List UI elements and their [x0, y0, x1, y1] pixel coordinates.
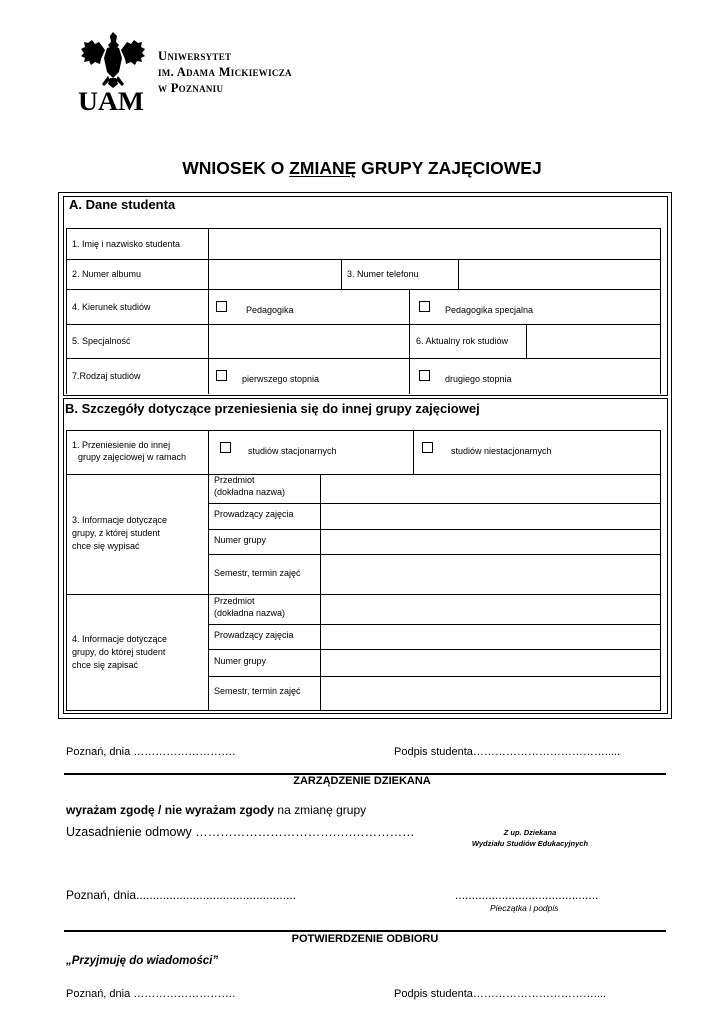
current-year-label: 6. Aktualny rok studiów	[416, 336, 509, 346]
b-line	[413, 430, 414, 474]
to-group-number-field[interactable]	[322, 651, 659, 675]
part-time-option-label: studiów niestacjonarnych	[451, 446, 552, 456]
eagle-emblem	[78, 28, 148, 112]
full-time-option-label: studiów stacjonarnych	[248, 446, 337, 456]
consent-line	[66, 803, 366, 817]
specialty-field[interactable]	[210, 326, 408, 357]
section-b-heading: B. Szczegóły dotyczące przeniesienia się do innej grupy zajęciowej	[65, 401, 480, 416]
b-line	[66, 594, 661, 595]
a-line	[409, 289, 410, 324]
b-line	[208, 676, 661, 677]
transfer-label-line2: grupy zajęciowej w ramach	[78, 452, 187, 462]
section-a-frame	[63, 196, 668, 396]
pedagogika-checkbox[interactable]	[216, 301, 227, 312]
b-line	[208, 649, 661, 650]
a-line	[660, 228, 661, 394]
b-line	[208, 529, 661, 530]
part-time-checkbox[interactable]	[422, 442, 433, 453]
b-line	[208, 554, 661, 555]
to-subject-field[interactable]	[322, 596, 659, 623]
logo-wordmark	[158, 48, 292, 96]
place-date-line-1: Poznań, dnia ……………………….	[66, 746, 236, 758]
consent-options: wyrażam zgodę / nie wyrażam zgody	[66, 803, 275, 817]
b-line	[208, 430, 209, 710]
first-degree-option-label: pierwszego stopnia	[242, 374, 320, 384]
group-from-label-line3: chce się wypisać	[72, 541, 140, 551]
pedagogika-option-label: Pedagogika	[246, 305, 294, 315]
phone-number-label: 3. Numer telefonu	[347, 269, 419, 279]
album-number-label: 2. Numer albumu	[72, 269, 142, 279]
field-of-study-label: 4. Kierunek studiów	[72, 302, 151, 312]
b-line	[66, 430, 661, 431]
b-line	[208, 503, 661, 504]
logo-monogram: UAM	[78, 87, 144, 112]
a-line	[66, 289, 661, 290]
from-subject-label-line1: Przedmiot	[214, 475, 255, 485]
from-group-number-field[interactable]	[322, 531, 659, 553]
student-name-label: 1. Imię i nazwisko studenta	[72, 239, 181, 249]
b-line	[66, 710, 661, 711]
pedagogika-specjalna-option-label: Pedagogika specjalna	[445, 305, 534, 315]
from-semester-label: Semestr, termin zajęć	[214, 568, 301, 578]
university-logo	[78, 28, 328, 118]
dean-sign-line2: Wydziału Studiów Edukacyjnych	[471, 839, 589, 848]
title-underlined-word: ZMIANĘ	[289, 158, 357, 178]
form-title	[0, 158, 724, 179]
receipt-heading: POTWIERDZENIE ODBIORU	[291, 933, 439, 945]
group-from-label-line1: 3. Informacje dotyczące	[72, 515, 168, 525]
section-a-heading: A. Dane studenta	[69, 197, 176, 212]
to-group-number-label: Numer grupy	[214, 656, 267, 666]
group-to-label-line2: grupy, do której student	[72, 647, 166, 657]
student-name-field[interactable]	[210, 230, 659, 258]
title-part3: GRUPY ZAJĘCIOWEJ	[356, 158, 542, 178]
stamp-signature-line: ...........................................	[455, 888, 599, 902]
to-teacher-field[interactable]	[322, 626, 659, 648]
to-subject-label-line1: Przedmiot	[214, 596, 255, 606]
a-line	[409, 324, 410, 358]
logo-line-3: w Poznaniu	[158, 81, 224, 95]
b-line	[660, 430, 661, 710]
b-line	[66, 474, 661, 475]
study-type-label: 7.Rodzaj studiów	[72, 371, 141, 381]
transfer-label-line1: 1. Przeniesienie do innej	[72, 440, 171, 450]
to-teacher-label: Prowadzący zajęcia	[214, 630, 294, 640]
student-signature-line-3: Podpis studenta……………………………....	[394, 988, 607, 1000]
from-teacher-field[interactable]	[322, 505, 659, 528]
a-line	[341, 259, 342, 289]
second-degree-option-label: drugiego stopnia	[445, 374, 512, 384]
a-line	[409, 358, 410, 394]
receipt-section-rule	[64, 930, 666, 932]
first-degree-checkbox[interactable]	[216, 370, 227, 381]
current-year-field[interactable]	[528, 326, 659, 357]
second-degree-checkbox[interactable]	[419, 370, 430, 381]
dean-sign-line1: Z up. Dziekana	[503, 828, 557, 837]
stamp-caption: Pieczątka i podpis	[490, 903, 559, 913]
student-signature-line-1: Podpis studenta……………………………….....	[394, 746, 621, 758]
logo-line-1: Uniwersytet	[158, 49, 232, 63]
a-line	[526, 324, 527, 358]
album-number-field[interactable]	[210, 261, 340, 288]
b-line	[320, 474, 321, 710]
phone-number-field[interactable]	[460, 261, 659, 288]
to-subject-label-line2: (dokładna nazwa)	[214, 608, 286, 618]
from-subject-field[interactable]	[322, 476, 659, 502]
to-semester-label: Semestr, termin zajęć	[214, 686, 301, 696]
a-line	[458, 259, 459, 289]
a-line	[66, 358, 661, 359]
acknowledgement-text: „Przyjmuję do wiadomości”	[66, 955, 219, 967]
from-group-number-label: Numer grupy	[214, 535, 267, 545]
full-time-checkbox[interactable]	[220, 442, 231, 453]
b-line	[208, 624, 661, 625]
a-line	[66, 228, 67, 394]
logo-line-2: im. Adama Mickiewicza	[158, 65, 292, 79]
group-to-label-line3: chce się zapisać	[72, 660, 139, 670]
group-from-label-line2: grupy, z której student	[72, 528, 160, 538]
place-date-line-3: Poznań, dnia ……………………….	[66, 988, 236, 1000]
a-line	[66, 228, 661, 229]
b-line	[66, 430, 67, 710]
from-teacher-label: Prowadzący zajęcia	[214, 509, 294, 519]
dean-heading: ZARZĄDZENIE DZIEKANA	[293, 775, 431, 787]
from-subject-label-line2: (dokładna nazwa)	[214, 487, 286, 497]
group-to-label-line1: 4. Informacje dotyczące	[72, 634, 168, 644]
pedagogika-specjalna-checkbox[interactable]	[419, 301, 430, 312]
place-date-line-2: Poznań, dnia................................................	[66, 888, 297, 902]
refusal-reason-line: Uzasadnienie odmowy …………………………….….……………	[66, 825, 415, 839]
a-line	[66, 324, 661, 325]
to-semester-field[interactable]	[322, 678, 659, 709]
consent-rest: na zmianę grupy	[274, 803, 367, 817]
from-semester-field[interactable]	[322, 556, 659, 593]
a-line	[208, 228, 209, 394]
specialty-label: 5. Specjalność	[72, 336, 131, 346]
title-part1: WNIOSEK O	[182, 158, 290, 178]
a-line	[66, 259, 661, 260]
